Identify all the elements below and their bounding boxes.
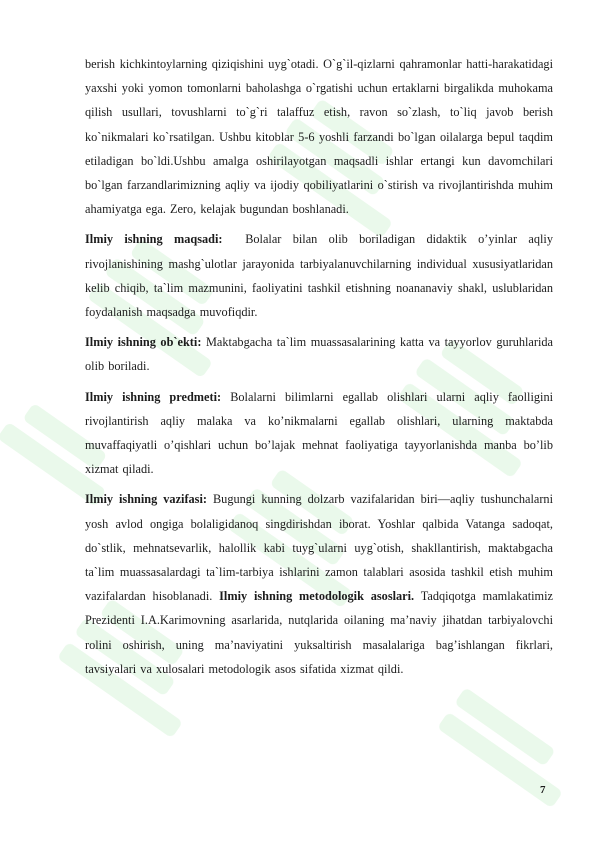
page-body [85,52,553,681]
paragraph-heading: Ilmiy ishning vazifasi: [85,492,207,507]
paragraph-text: Bugungi kunning dolzarb vazifalaridan biri—aqliy tushunchalarni yosh avlod ongiga bolaligidanoq singdirishdan iborat. Yoshlar qalbida Vatanga sadoqat, do`stlik, mehnatsevarlik, halollik kabi tuyg`ularni uyg`otish, shakllantirish, maktabgacha ta`lim muassasalardagi ta`lim-tarbiya ishlarini zamon talablari asosida tashkil etish muhim vazifalardan hisoblanadi. [85,492,553,604]
paragraph-subject [85,385,553,482]
paragraph-heading: Ilmiy ishning predmeti: [85,389,222,404]
paragraph-continuation [85,52,553,221]
paragraph-object [85,330,553,378]
paragraph-text: Bolalar bilan olib boriladigan didaktik o’yinlar aqliy rivojlanishining mashg`ulotlar jarayonida tarbiyalanuvchilarning individual xususiyatlaridan kelib chiqib, ta`lim mazmunini, faoliyatini tashkil etishning noananaviy shakl, uslublaridan foydalanish maqsadga muvofiqdir. [85,232,553,320]
paragraph-task [85,487,553,681]
paragraph-text: Bolalarni bilimlarni egallab olishlari ularni aqliy faolligini rivojlantirish aqliy malaka va ko’nikmalarni egallab olishlari, ularning maktabda muvaffaqiyatli o’qishlari uchun bo’lajak mehnat faoliyatiga tayyorlanishda manba bo’lib xizmat qiladi. [85,389,554,477]
paragraph-text: Tadqiqotga mamlakatimiz Prezidenti I.A.Karimovning asarlarida, nutqlarida oilaning ma’naviy jihatdan tarbiyalovchi rolini oshirish, uning ma’naviyatini yuksaltirish masalalariga bag’ishlangan fikrlari, tavsiyalari va xulosalari metodologik asos sifatida xizmat qildi. [85,589,553,676]
paragraph-heading: Ilmiy ishning ob`ekti: [85,335,202,350]
paragraph-heading: Ilmiy ishning metodologik asoslari. [219,589,415,604]
paragraph-text: Maktabgacha ta`lim muassasalarining katta va tayyorlov guruhlarida olib boriladi. [85,335,553,374]
paragraph-text: berish kichkintoylarning qiziqishini uyg`otadi. O`g`il-qizlarni qahramonlar hatti-harakatidagi yaxshi yoki yomon tomonlarni baholashga o`rgatishi uchun ertaklarni birgalikda muhokama qilish usullari, tovushlarni to`g`ri talaffuz etish, ravon so`zlash, to`liq javob berish ko`nikmalari ko`rsatilgan. Ushbu kitoblar 5-6 yoshli farzandi bo`lgan oilalarga bepul taqdim etiladigan bo`ldi.Ushbu amalga oshirilayotgan maqsadli ishlar ertangi kun davomchilari bo`lgan farzandlarimizning aqliy va ijodiy qobiliyatlarini o`stirish va rivojlantirishda muhim ahamiyatga ega. Zero, kelajak bugundan boshlanadi. [85,57,553,217]
paragraph-goal [85,227,553,324]
page-number: 7 [540,784,546,796]
paragraph-heading: Ilmiy ishning maqsadi: [85,232,223,247]
